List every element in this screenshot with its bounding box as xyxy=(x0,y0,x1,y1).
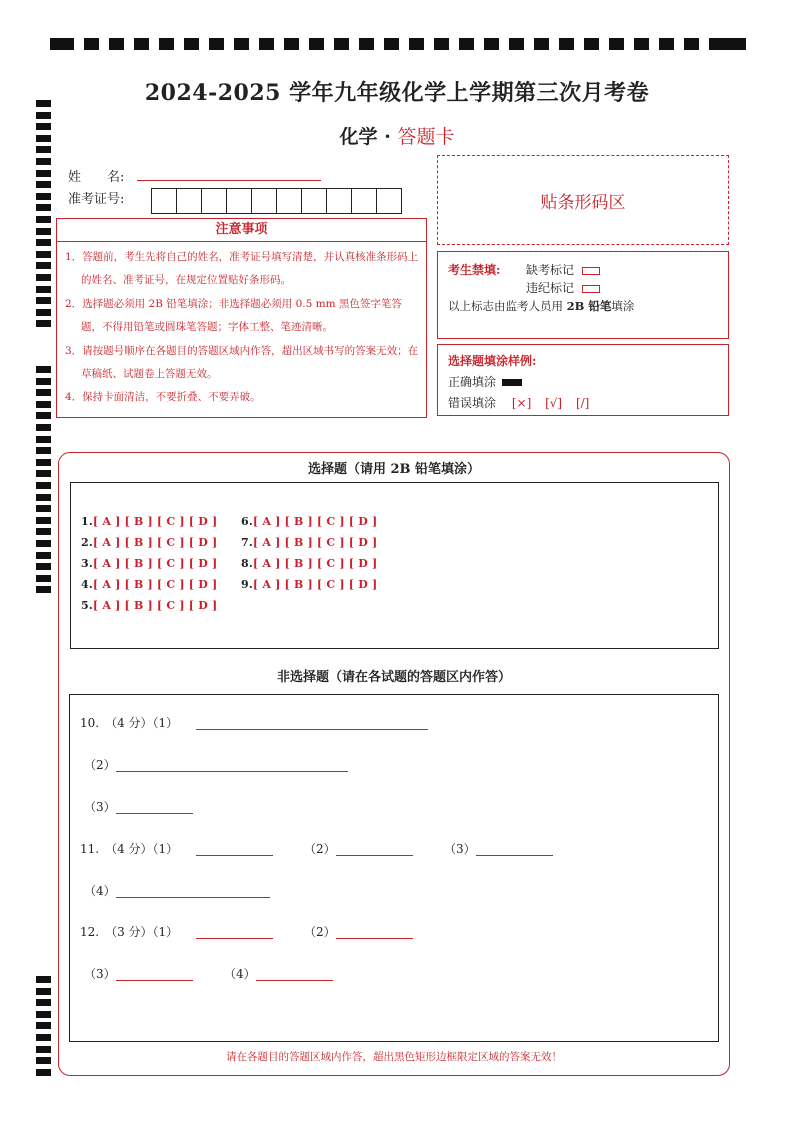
timing-mark xyxy=(36,251,51,258)
timing-mark xyxy=(36,586,51,593)
choice-options[interactable]: [ A ] [ B ] [ C ] [ D ] xyxy=(92,536,218,549)
timing-mark xyxy=(36,1057,51,1064)
choice-options[interactable]: [ A ] [ B ] [ C ] [ D ] xyxy=(92,578,218,591)
timing-mark xyxy=(409,38,424,50)
left-timing-marks xyxy=(36,100,52,1080)
timing-mark xyxy=(36,216,51,223)
timing-mark xyxy=(36,505,51,512)
q10-1-blank[interactable] xyxy=(196,729,428,730)
correct-fill-label: 正确填涂 xyxy=(448,375,497,389)
notice-title: 注意事项 xyxy=(56,218,427,242)
timing-mark xyxy=(159,38,174,50)
timing-mark xyxy=(36,470,51,477)
choice-number: 4. xyxy=(81,578,93,591)
top-timing-marks xyxy=(50,38,746,52)
timing-mark xyxy=(36,976,51,983)
timing-mark xyxy=(36,158,51,165)
q12-4-label: （4） xyxy=(224,967,256,981)
timing-mark xyxy=(36,320,51,327)
q10-2-blank[interactable] xyxy=(116,771,348,772)
id-digit-box[interactable] xyxy=(326,188,352,214)
choice-options[interactable]: [ A ] [ B ] [ C ] [ D ] xyxy=(252,578,378,591)
timing-mark xyxy=(36,193,51,200)
id-digit-box[interactable] xyxy=(276,188,302,214)
timing-mark xyxy=(36,309,51,316)
timing-mark xyxy=(36,378,51,385)
timing-mark xyxy=(36,1011,51,1018)
timing-mark xyxy=(36,552,51,559)
q11-head: 11. （4 分）（1） xyxy=(80,842,179,856)
notice-item: 2．选择题必须用 2B 铅笔填涂；非选择题必须用 0.5 mm 黑色签字笔答题，不得用铅笔或圆珠笔答题；字体工整、笔迹清晰。 xyxy=(65,297,402,334)
subject-label: 化学 xyxy=(339,126,378,148)
timing-mark xyxy=(184,38,199,50)
choice-row-8[interactable] xyxy=(241,557,377,570)
timing-mark xyxy=(36,999,51,1006)
barcode-label: 贴条形码区 xyxy=(540,192,626,213)
timing-mark xyxy=(36,494,51,501)
timing-mark xyxy=(36,575,51,582)
exam-status-box xyxy=(437,251,729,339)
id-number-boxes[interactable] xyxy=(152,188,402,214)
timing-mark xyxy=(36,239,51,246)
timing-mark xyxy=(36,412,51,419)
choice-row-2[interactable] xyxy=(81,536,217,549)
timing-mark xyxy=(36,436,51,443)
timing-mark xyxy=(36,274,51,281)
timing-mark xyxy=(384,38,399,50)
note-prefix: 以上标志由监考人员用 xyxy=(448,299,567,313)
id-digit-box[interactable] xyxy=(301,188,327,214)
timing-mark xyxy=(209,38,224,50)
notice-item: 4．保持卡面清洁，不要折叠、不要弄破。 xyxy=(65,391,261,404)
page-title: 2024-2025 学年九年级化学上学期第三次月考卷 xyxy=(144,80,650,106)
timing-mark xyxy=(234,38,249,50)
timing-mark xyxy=(84,38,99,50)
timing-mark xyxy=(36,563,51,570)
timing-mark xyxy=(659,38,674,50)
exam-status-label: 考生禁填: xyxy=(448,263,501,277)
choice-row-4[interactable] xyxy=(81,578,217,591)
exam-status-note xyxy=(448,298,634,314)
open-answer-box xyxy=(69,694,719,1042)
q11-2-blank[interactable] xyxy=(336,855,413,856)
timing-mark xyxy=(584,38,599,50)
id-digit-box[interactable] xyxy=(251,188,277,214)
correct-fill-row xyxy=(448,373,522,390)
q12-3-label: （3） xyxy=(84,967,116,981)
timing-mark xyxy=(36,170,51,177)
choice-number: 2. xyxy=(81,536,93,549)
choice-options[interactable]: [ A ] [ B ] [ C ] [ D ] xyxy=(252,515,378,528)
timing-mark xyxy=(534,38,549,50)
timing-mark xyxy=(36,447,51,454)
choice-section-title: 选择题（请用 2B 铅笔填涂） xyxy=(307,462,481,477)
timing-mark xyxy=(559,38,574,50)
choice-number: 8. xyxy=(241,557,253,570)
choice-options[interactable]: [ A ] [ B ] [ C ] [ D ] xyxy=(252,557,378,570)
wrong-fill-label: 错误填涂 xyxy=(448,396,497,410)
violation-mark-box[interactable] xyxy=(582,285,600,293)
id-digit-box[interactable] xyxy=(176,188,202,214)
subtitle-separator: · xyxy=(384,126,391,148)
choice-answer-box xyxy=(70,482,719,649)
timing-mark xyxy=(484,38,499,50)
q12-2-blank[interactable] xyxy=(336,938,413,939)
timing-mark xyxy=(36,988,51,995)
q10-2-label: （2） xyxy=(84,758,116,772)
barcode-area xyxy=(437,155,729,245)
timing-mark xyxy=(36,297,51,304)
q11-3-label: （3） xyxy=(444,842,476,856)
q10-3-blank[interactable] xyxy=(116,813,193,814)
q11-2-label: （2） xyxy=(304,842,336,856)
wrong-mark-x: [×] xyxy=(511,396,532,410)
fill-sample-title: 选择题填涂样例: xyxy=(448,354,537,368)
choice-row-1[interactable] xyxy=(81,515,217,528)
note-bold: 2B 铅笔 xyxy=(566,299,612,313)
choice-row-3[interactable] xyxy=(81,557,217,570)
q12-1-blank[interactable] xyxy=(196,938,273,939)
name-input-line[interactable] xyxy=(137,180,321,181)
timing-mark xyxy=(634,38,649,50)
timing-mark xyxy=(36,181,51,188)
timing-mark xyxy=(609,38,624,50)
timing-mark xyxy=(309,38,324,50)
q11-1-blank[interactable] xyxy=(196,855,273,856)
id-digit-box[interactable] xyxy=(226,188,252,214)
absent-mark-box[interactable] xyxy=(582,267,600,275)
footer-note: 请在各题目的答题区域内作答，超出黑色矩形边框限定区域的答案无效！ xyxy=(226,1051,562,1063)
timing-mark xyxy=(36,112,51,119)
timing-mark xyxy=(36,1022,51,1029)
timing-mark xyxy=(722,38,746,50)
timing-mark xyxy=(109,38,124,50)
timing-mark xyxy=(36,228,51,235)
timing-mark xyxy=(434,38,449,50)
open-section-title: 非选择题（请在各试题的答题区内作答） xyxy=(276,670,511,685)
timing-mark xyxy=(36,459,51,466)
timing-mark xyxy=(359,38,374,50)
q12-2-label: （2） xyxy=(304,925,336,939)
choice-number: 5. xyxy=(81,599,93,612)
timing-mark xyxy=(36,204,51,211)
wrong-mark-slash: [/] xyxy=(575,396,590,410)
name-label: 姓 名: xyxy=(68,170,125,185)
timing-mark xyxy=(684,38,699,50)
choice-options[interactable]: [ A ] [ B ] [ C ] [ D ] xyxy=(252,536,378,549)
timing-mark xyxy=(36,1069,51,1076)
note-suffix: 填涂 xyxy=(611,299,635,313)
timing-mark xyxy=(284,38,299,50)
choice-row-7[interactable] xyxy=(241,536,377,549)
timing-mark xyxy=(36,1046,51,1053)
choice-options[interactable]: [ A ] [ B ] [ C ] [ D ] xyxy=(92,557,218,570)
wrong-fill-row xyxy=(448,394,589,411)
notice-body xyxy=(56,241,427,418)
card-subtitle xyxy=(0,122,794,149)
q12-3-blank[interactable] xyxy=(116,980,193,981)
timing-mark xyxy=(509,38,524,50)
choice-row-9[interactable] xyxy=(241,578,377,591)
choice-number: 1. xyxy=(81,515,93,528)
q11-4-blank[interactable] xyxy=(116,897,270,898)
choice-number: 9. xyxy=(241,578,253,591)
q12-4-blank[interactable] xyxy=(256,980,333,981)
timing-mark xyxy=(36,528,51,535)
wrong-mark-check: [√] xyxy=(545,396,563,410)
timing-mark xyxy=(50,38,74,50)
q12-head: 12. （3 分）（1） xyxy=(80,925,179,939)
choice-options[interactable]: [ A ] [ B ] [ C ] [ D ] xyxy=(92,599,218,612)
choice-options[interactable]: [ A ] [ B ] [ C ] [ D ] xyxy=(92,515,218,528)
choice-number: 3. xyxy=(81,557,93,570)
id-digit-box[interactable] xyxy=(151,188,177,214)
timing-mark xyxy=(334,38,349,50)
notice-item: 1．答题前，考生先将自己的姓名，准考证号填写清楚，并认真核准条形码上的姓名、准考证号，在规定位置贴好条形码。 xyxy=(65,251,419,287)
timing-mark xyxy=(134,38,149,50)
violation-mark-row xyxy=(526,279,600,296)
timing-mark xyxy=(36,262,51,269)
filled-sample-mark xyxy=(502,379,522,386)
timing-mark xyxy=(36,401,51,408)
q11-3-blank[interactable] xyxy=(476,855,553,856)
choice-row-6[interactable] xyxy=(241,515,377,528)
fill-sample-box xyxy=(437,344,729,416)
absent-mark-row xyxy=(526,261,600,278)
id-digit-box[interactable] xyxy=(351,188,377,214)
absent-mark-label: 缺考标记 xyxy=(526,263,575,277)
timing-mark xyxy=(36,482,51,489)
q10-3-label: （3） xyxy=(84,800,116,814)
choice-number: 7. xyxy=(241,536,253,549)
notice-item: 3．请按题号顺序在各题目的答题区域内作答，超出区域书写的答案无效；在草稿纸、试题卷上答题无效。 xyxy=(65,344,419,381)
id-digit-box[interactable] xyxy=(201,188,227,214)
choice-number: 6. xyxy=(241,515,253,528)
violation-mark-label: 违纪标记 xyxy=(526,281,575,295)
choice-row-5[interactable] xyxy=(81,599,217,612)
q10-head: 10. （4 分）（1） xyxy=(80,716,179,730)
timing-mark xyxy=(36,389,51,396)
id-label: 准考证号: xyxy=(68,192,125,207)
timing-mark xyxy=(36,1034,51,1041)
timing-mark xyxy=(36,286,51,293)
q11-4-label: （4） xyxy=(84,884,116,898)
timing-mark xyxy=(36,517,51,524)
timing-mark xyxy=(36,424,51,431)
timing-mark xyxy=(259,38,274,50)
id-digit-box[interactable] xyxy=(376,188,402,214)
card-name: 答题卡 xyxy=(397,126,455,148)
timing-mark xyxy=(36,540,51,547)
timing-mark xyxy=(36,366,51,373)
timing-mark xyxy=(459,38,474,50)
